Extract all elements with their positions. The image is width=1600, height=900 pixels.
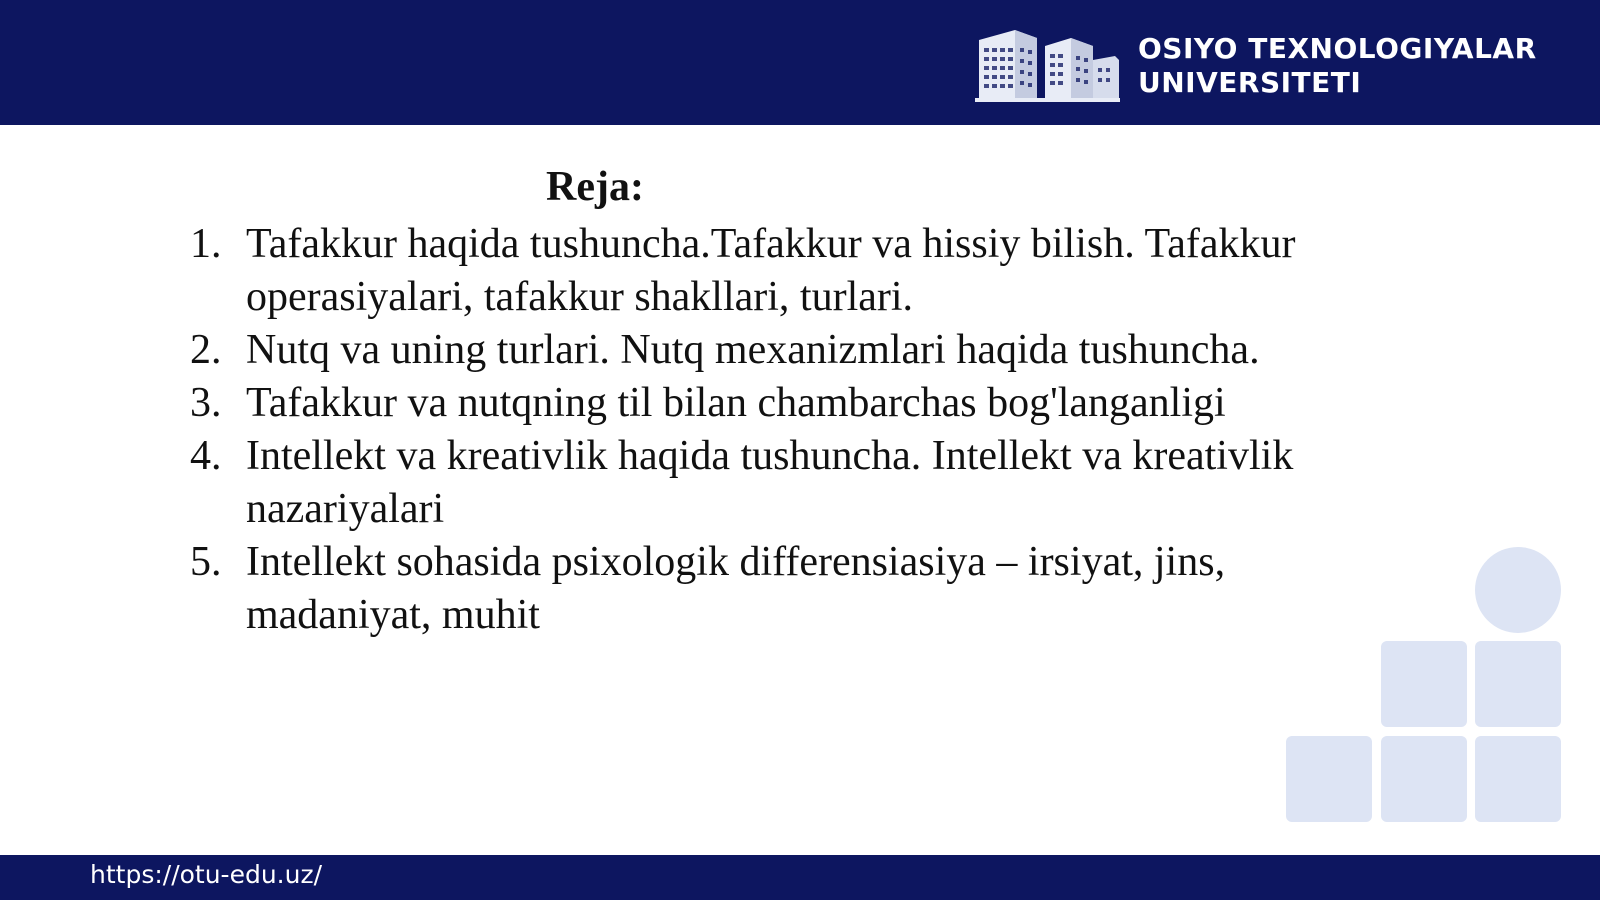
list-item xyxy=(190,430,1370,536)
list-item-number: 4. xyxy=(190,433,222,479)
list-item xyxy=(190,218,1370,324)
list-item-text: Tafakkur haqida tushuncha.Tafakkur va hissiy bilish. Tafakkur operasiyalari, tafakkur shakllari, turlari. xyxy=(246,221,1296,320)
list-item xyxy=(190,536,1370,642)
list-item-text: Tafakkur va nutqning til bilan chambarchas bog'langanligi xyxy=(246,380,1226,426)
university-name-line1: OSIYO TEXNOLOGIYALAR xyxy=(1138,32,1537,65)
list-item xyxy=(190,324,1370,377)
list-item-text: Nutq va uning turlari. Nutq mexanizmlari haqida tushuncha. xyxy=(246,327,1260,373)
page-title: Reja: xyxy=(546,164,644,210)
list-item-number: 1. xyxy=(190,221,222,267)
list-item-number: 5. xyxy=(190,539,222,585)
list-item-number: 2. xyxy=(190,327,222,373)
list-item-text: Intellekt sohasida psixologik differensiasiya – irsiyat, jins, madaniyat, muhit xyxy=(246,539,1226,638)
list-item-text: Intellekt va kreativlik haqida tushuncha. Intellekt va kreativlik nazariyalari xyxy=(246,433,1294,532)
university-name-line2: UNIVERSITETI xyxy=(1138,66,1362,99)
footer-url-link[interactable]: https://otu-edu.uz/ xyxy=(90,860,323,889)
list-item xyxy=(190,377,1370,430)
list-item-number: 3. xyxy=(190,380,222,426)
plan-list xyxy=(190,218,1370,642)
